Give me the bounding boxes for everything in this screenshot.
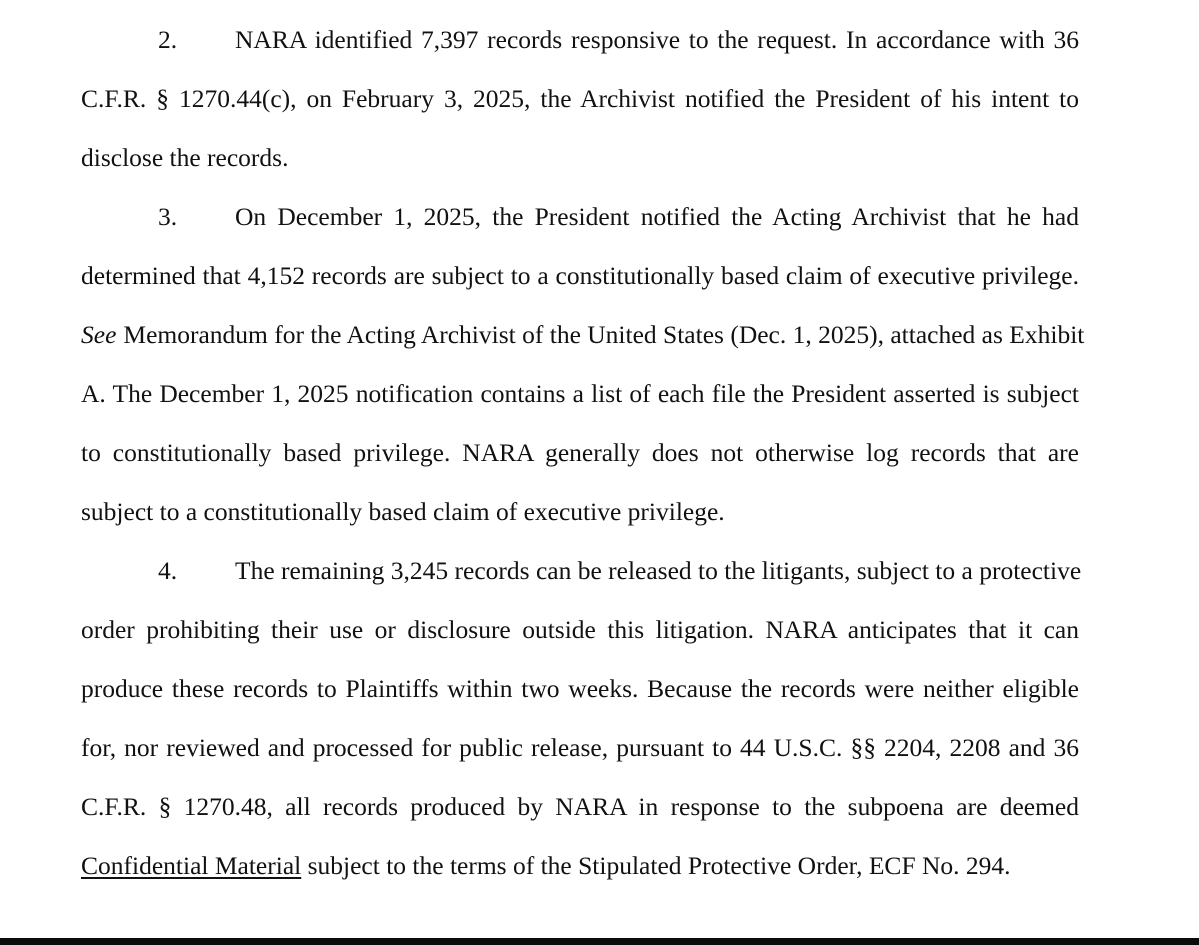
paragraph-3-line-3-text: Memorandum for the Acting Archivist of the United States (Dec. 1, 2025), attached as Exhibit bbox=[123, 320, 1085, 349]
paragraph-4-line-4: for, nor reviewed and processed for public release, pursuant to 44 U.S.C. §§ 2204, 2208 and 36 bbox=[81, 733, 1079, 762]
paragraph-3-line-6: subject to a constitutionally based claim of executive privilege. bbox=[81, 497, 725, 526]
see-citation-signal: See bbox=[81, 320, 117, 349]
paragraph-2-line-3: disclose the records. bbox=[81, 143, 289, 172]
paragraph-3-line-3 bbox=[81, 320, 1085, 350]
paragraph-4-line-1: The remaining 3,245 records can be released to the litigants, subject to a protective bbox=[235, 556, 1082, 585]
paragraph-3-line-1: On December 1, 2025, the President notified the Acting Archivist that he had bbox=[235, 202, 1079, 231]
paragraph-3-line-5: to constitutionally based privilege. NARA generally does not otherwise log records that are bbox=[81, 438, 1079, 467]
bottom-edge-bar bbox=[0, 938, 1199, 945]
paragraph-4-line-2: order prohibiting their use or disclosure outside this litigation. NARA anticipates that it can bbox=[81, 615, 1079, 644]
paragraph-4-line-6-text: subject to the terms of the Stipulated Protective Order, ECF No. 294. bbox=[307, 851, 1011, 880]
paragraph-3-line-2: determined that 4,152 records are subject to a constitutionally based claim of executive privilege. bbox=[81, 261, 1079, 290]
paragraph-2-line-1: NARA identified 7,397 records responsive to the request. In accordance with 36 bbox=[235, 25, 1079, 54]
paragraph-number-3: 3. bbox=[158, 202, 178, 231]
confidential-material-term: Confidential Material bbox=[81, 851, 302, 880]
paragraph-2-line-2: C.F.R. § 1270.44(c), on February 3, 2025, the Archivist notified the President of his intent to bbox=[81, 84, 1079, 113]
paragraph-4-line-3: produce these records to Plaintiffs within two weeks. Because the records were neither eligible bbox=[81, 674, 1079, 703]
paragraph-4-line-5: C.F.R. § 1270.48, all records produced by NARA in response to the subpoena are deemed bbox=[81, 792, 1079, 821]
paragraph-number-2: 2. bbox=[158, 25, 178, 54]
paragraph-number-4: 4. bbox=[158, 556, 178, 585]
paragraph-3-line-4: A. The December 1, 2025 notification contains a list of each file the President asserted is subject bbox=[81, 379, 1079, 408]
paragraph-4-line-6 bbox=[81, 851, 1079, 881]
